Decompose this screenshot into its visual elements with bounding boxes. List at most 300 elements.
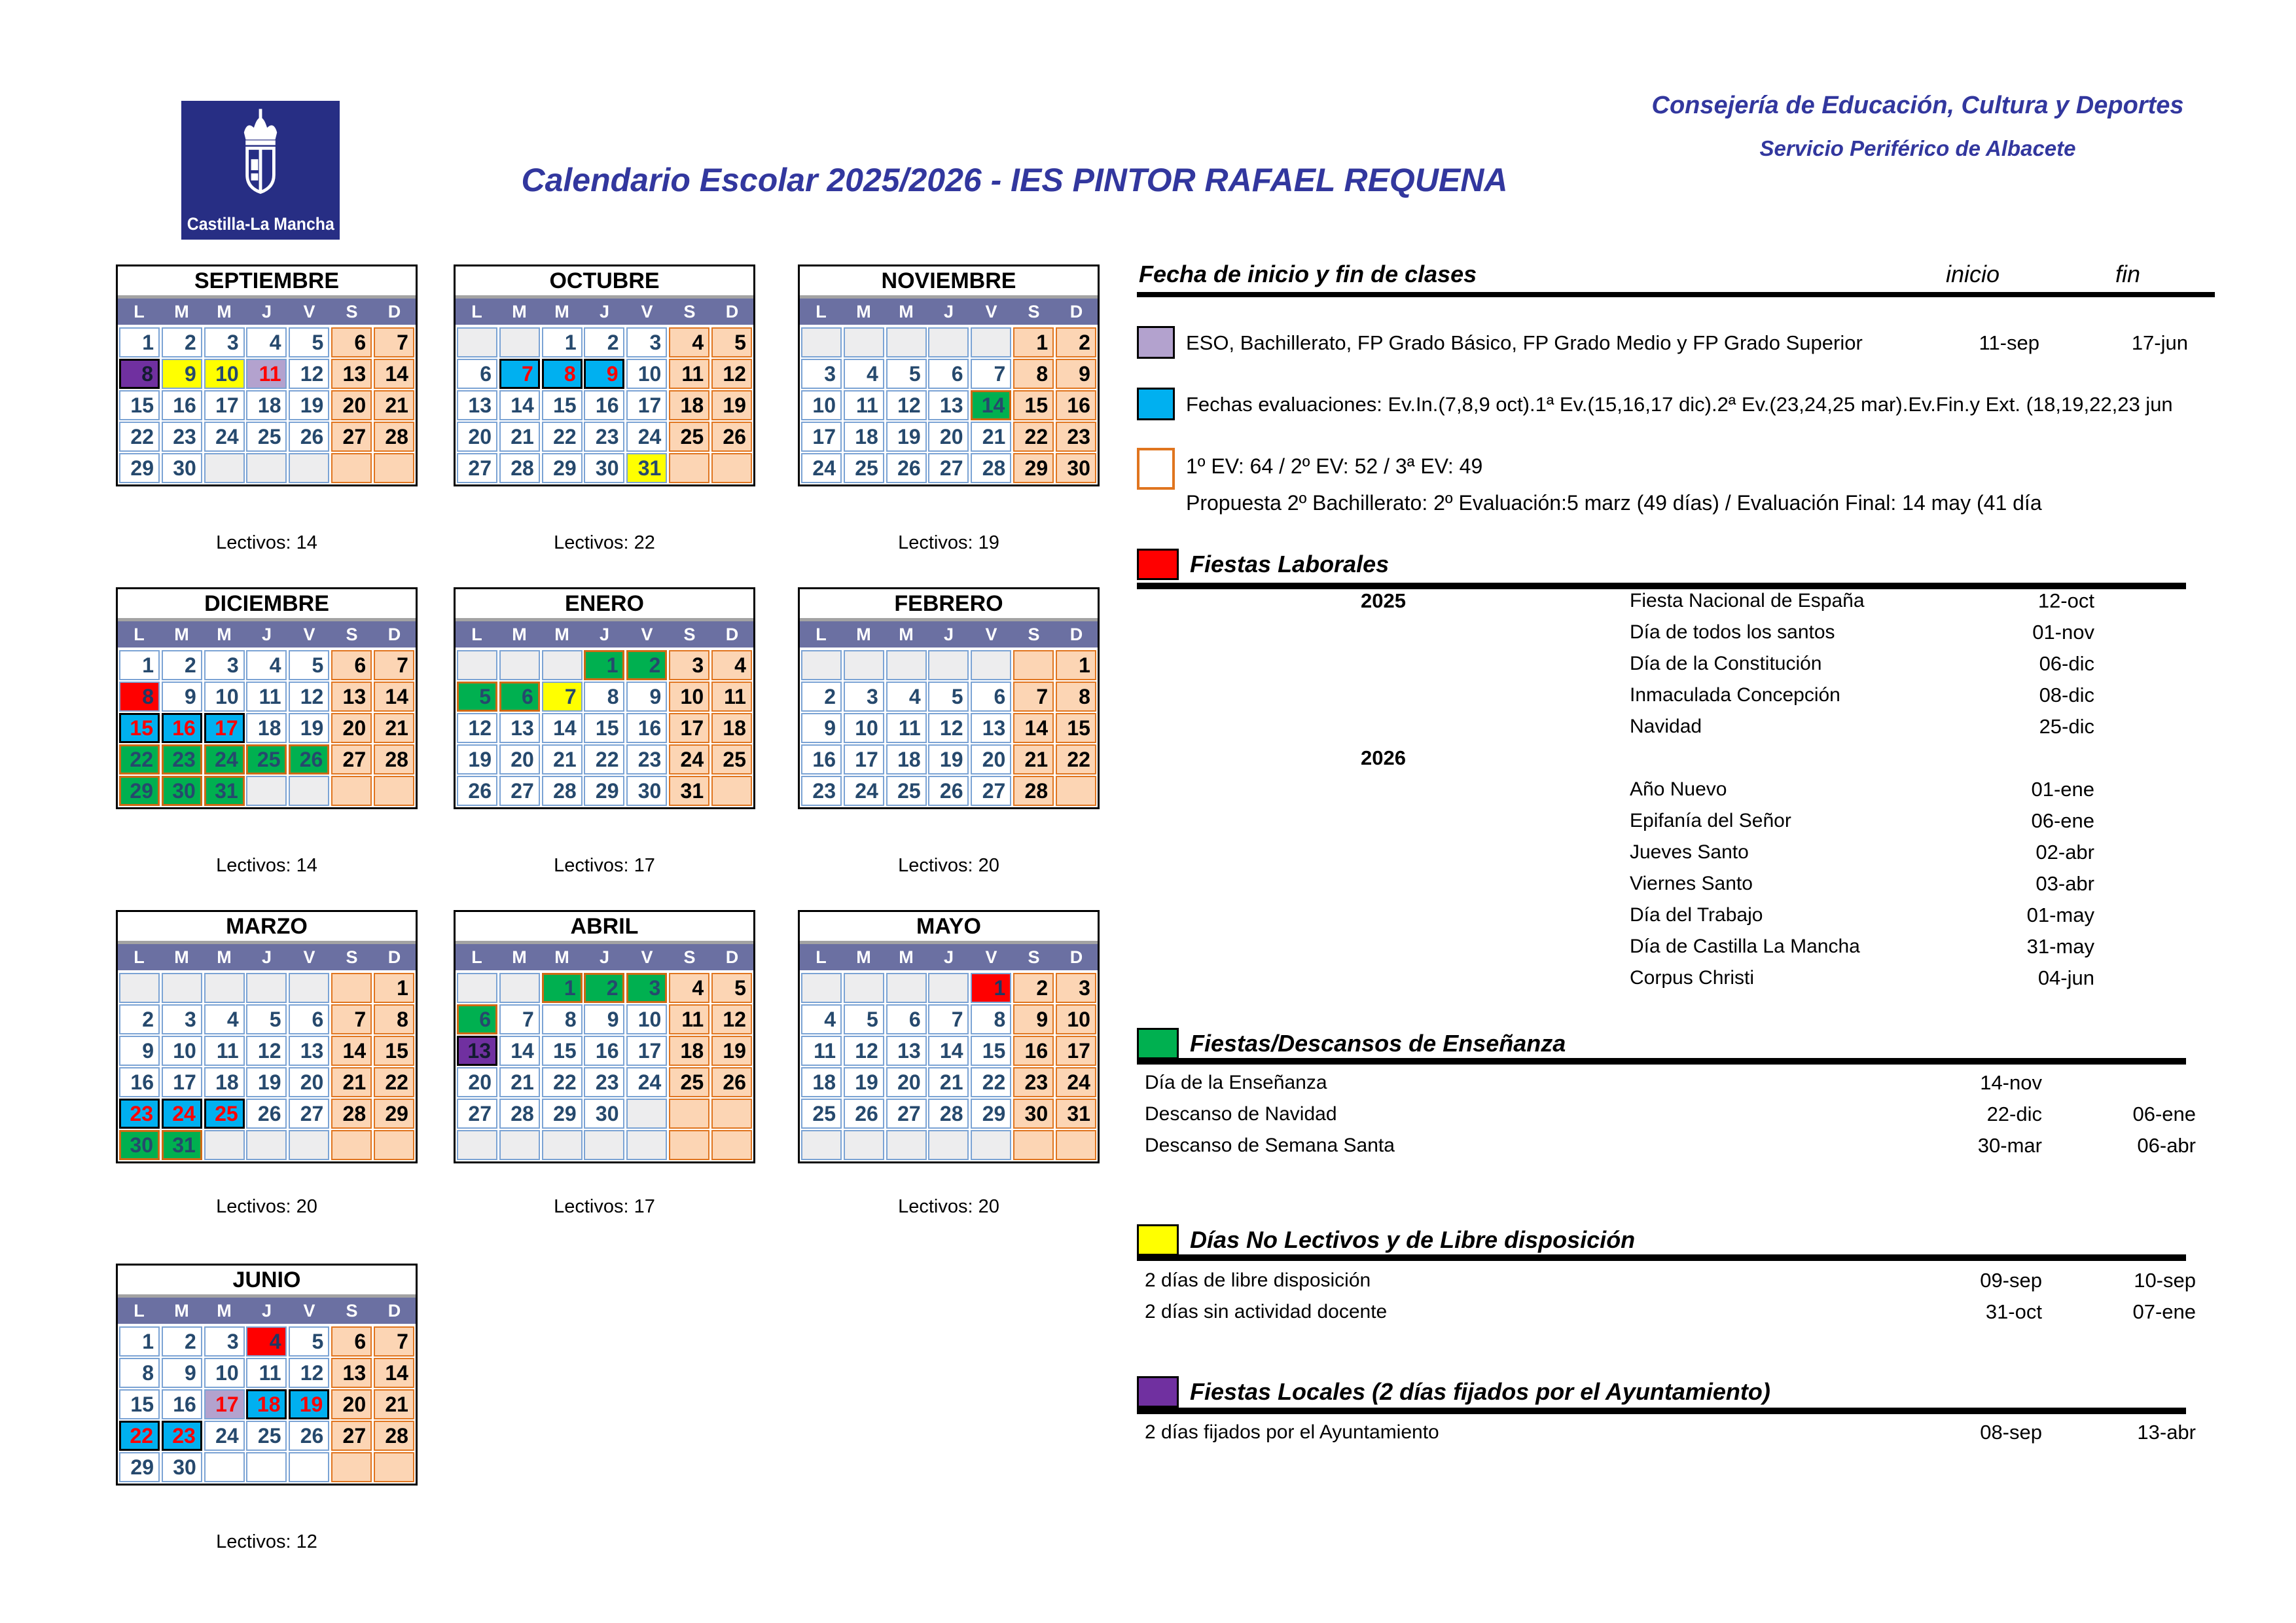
no-lectivos-fin-date: 07-ene — [2132, 1300, 2196, 1323]
day-cell: 18 — [886, 744, 927, 775]
day-cell: 11 — [669, 359, 709, 389]
month-mayo — [798, 910, 1100, 1218]
day-cell: 8 — [374, 1004, 414, 1034]
day-cell: 26 — [711, 422, 752, 452]
fiesta-laboral-row — [1137, 680, 2094, 711]
day-cell: 24 — [801, 453, 842, 483]
day-cell: 16 — [162, 390, 202, 420]
day-cell: 3 — [844, 682, 884, 712]
day-cell: 27 — [331, 744, 372, 775]
empty-cell — [204, 1452, 245, 1482]
day-cell: 27 — [928, 453, 969, 483]
day-cell: 20 — [289, 1067, 329, 1097]
fiesta-name: Día de todos los santos — [1630, 621, 1835, 643]
empty-weekend-cell — [331, 776, 372, 806]
weekday-header-cell: M — [217, 301, 232, 321]
day-cell: 24 — [204, 744, 245, 775]
day-cell: 19 — [289, 713, 329, 743]
empty-cell — [246, 776, 287, 806]
empty-weekend-cell — [1056, 1130, 1096, 1160]
day-cell: 21 — [331, 1067, 372, 1097]
day-cell: 18 — [711, 713, 752, 743]
empty-cell — [499, 973, 540, 1003]
day-cell: 10 — [204, 682, 245, 712]
day-cell: 21 — [374, 390, 414, 420]
day-cell: 10 — [626, 1004, 667, 1034]
day-cell: 10 — [162, 1036, 202, 1066]
day-cell: 30 — [584, 453, 624, 483]
day-cell: 4 — [246, 327, 287, 357]
day-cell: 20 — [499, 744, 540, 775]
empty-cell — [246, 973, 287, 1003]
ensenanza-fin-date: 06-ene — [2132, 1103, 2196, 1125]
day-cell: 8 — [542, 1004, 583, 1034]
month-table — [454, 910, 755, 1163]
day-cell: 16 — [626, 713, 667, 743]
day-cell: 11 — [844, 390, 884, 420]
month-table — [116, 587, 418, 809]
day-cell: 4 — [801, 1004, 842, 1034]
day-cell: 31 — [626, 453, 667, 483]
empty-weekend-cell — [1013, 650, 1054, 680]
fiesta-name: Corpus Christi — [1630, 967, 1755, 989]
day-cell: 30 — [1056, 453, 1096, 483]
weekday-header-cell: M — [217, 624, 232, 644]
day-cell: 1 — [542, 327, 583, 357]
day-cell: 26 — [711, 1067, 752, 1097]
month-title: ABRIL — [456, 912, 753, 944]
lectivos-label: Lectivos: 12 — [216, 1531, 317, 1552]
weekday-header-cell: D — [1069, 301, 1083, 321]
day-cell: 3 — [204, 650, 245, 680]
fiesta-date: 06-ene — [2031, 809, 2094, 832]
weekday-header-cell: S — [346, 947, 358, 967]
day-cell: 30 — [1013, 1099, 1054, 1129]
empty-cell — [844, 1130, 884, 1160]
day-cell: 21 — [499, 1067, 540, 1097]
weekday-header-cell: D — [1069, 947, 1083, 967]
org-line-1: Consejería de Educación, Cultura y Deportes — [1651, 92, 2184, 119]
weekday-header-cell: S — [683, 624, 696, 644]
weekday-header-cell: M — [856, 301, 871, 321]
empty-weekend-cell — [374, 1130, 414, 1160]
month-grid — [456, 972, 753, 1161]
day-cell: 7 — [374, 327, 414, 357]
weekday-header-cell: V — [303, 301, 315, 321]
day-cell: 25 — [844, 453, 884, 483]
day-cell: 7 — [499, 1004, 540, 1034]
weekday-header-cell: D — [387, 301, 401, 321]
empty-cell — [584, 1130, 624, 1160]
day-cell: 5 — [711, 327, 752, 357]
weekday-header-cell: V — [641, 624, 653, 644]
day-cell: 22 — [542, 422, 583, 452]
weekday-header-cell: D — [725, 947, 739, 967]
day-cell: 20 — [457, 422, 497, 452]
eso-inicio-date: 11-sep — [1979, 331, 2039, 354]
fiesta-name: Día del Trabajo — [1630, 904, 1763, 926]
fiesta-laboral-row — [1137, 805, 2094, 837]
day-cell: 18 — [246, 1389, 287, 1419]
day-cell: 13 — [457, 390, 497, 420]
empty-weekend-cell — [1056, 776, 1096, 806]
day-cell: 25 — [801, 1099, 842, 1129]
weekday-header-cell: D — [387, 1300, 401, 1321]
day-cell: 16 — [1013, 1036, 1054, 1066]
day-cell: 23 — [626, 744, 667, 775]
day-cell: 15 — [119, 390, 160, 420]
fiestas-locales-list — [1137, 1417, 2196, 1448]
day-cell: 1 — [119, 650, 160, 680]
day-cell: 30 — [162, 776, 202, 806]
day-cell: 12 — [289, 682, 329, 712]
weekday-header-cell: J — [261, 947, 272, 967]
empty-cell — [204, 453, 245, 483]
weekday-header-cell: V — [641, 301, 653, 321]
day-cell: 29 — [119, 776, 160, 806]
weekday-header-cell: V — [985, 301, 997, 321]
day-cell: 22 — [971, 1067, 1011, 1097]
empty-weekend-cell — [374, 776, 414, 806]
empty-cell — [928, 973, 969, 1003]
day-cell: 18 — [246, 713, 287, 743]
day-cell: 12 — [928, 713, 969, 743]
fiesta-name: Inmaculada Concepción — [1630, 684, 1840, 706]
fiesta-name: Jueves Santo — [1630, 841, 1749, 863]
day-cell: 19 — [928, 744, 969, 775]
day-cell: 25 — [669, 422, 709, 452]
day-cell: 29 — [542, 453, 583, 483]
month-noviembre — [798, 264, 1100, 554]
lectivos-label: Lectivos: 22 — [554, 532, 655, 553]
day-cell: 22 — [119, 1421, 160, 1451]
day-cell: 6 — [289, 1004, 329, 1034]
day-cell: 1 — [971, 973, 1011, 1003]
empty-cell — [289, 1130, 329, 1160]
no-lectivos-title: Días No Lectivos y de Libre disposición — [1190, 1226, 1636, 1253]
day-cell: 26 — [289, 744, 329, 775]
day-cell: 28 — [499, 1099, 540, 1129]
weekday-header-cell: V — [641, 947, 653, 967]
day-cell: 14 — [331, 1036, 372, 1066]
day-cell: 3 — [204, 1326, 245, 1357]
empty-cell — [289, 973, 329, 1003]
day-cell: 6 — [499, 682, 540, 712]
day-cell: 4 — [844, 359, 884, 389]
empty-cell — [457, 327, 497, 357]
day-cell: 22 — [374, 1067, 414, 1097]
day-cell: 5 — [246, 1004, 287, 1034]
weekday-header-cell: J — [261, 301, 272, 321]
day-cell: 31 — [204, 776, 245, 806]
empty-cell — [801, 327, 842, 357]
ensenanza-label: Descanso de Navidad — [1145, 1103, 1337, 1125]
day-cell: 1 — [119, 1326, 160, 1357]
day-cell: 11 — [246, 1358, 287, 1388]
fiesta-date: 02-abr — [2036, 841, 2094, 864]
day-cell: 9 — [626, 682, 667, 712]
day-cell: 20 — [971, 744, 1011, 775]
day-cell: 21 — [374, 1389, 414, 1419]
inicio-column-header: inicio — [1945, 261, 2000, 287]
empty-weekend-cell — [711, 1130, 752, 1160]
day-cell: 10 — [1056, 1004, 1096, 1034]
ensenanza-inicio-date: 30-mar — [1977, 1134, 2042, 1157]
fiesta-date: 01-nov — [2032, 621, 2094, 644]
weekday-header-cell: L — [471, 947, 482, 967]
day-cell: 6 — [331, 1326, 372, 1357]
day-cell: 12 — [711, 1004, 752, 1034]
day-cell: 20 — [928, 422, 969, 452]
month-title: DICIEMBRE — [118, 589, 416, 621]
day-cell: 13 — [928, 390, 969, 420]
day-cell: 22 — [1056, 744, 1096, 775]
weekday-header-cell: J — [261, 1300, 272, 1321]
day-cell: 30 — [162, 1452, 202, 1482]
day-cell: 15 — [542, 390, 583, 420]
day-cell: 25 — [246, 422, 287, 452]
fiesta-laboral-row — [1137, 648, 2094, 680]
day-cell: 29 — [1013, 453, 1054, 483]
day-cell: 2 — [1013, 973, 1054, 1003]
ensenanza-inicio-date: 22-dic — [1986, 1103, 2042, 1125]
weekday-header-cell: S — [346, 1300, 358, 1321]
fiesta-laboral-row — [1137, 742, 2094, 774]
fiesta-name: Fiesta Nacional de España — [1630, 590, 1865, 611]
fiesta-laboral-row — [1137, 868, 2094, 900]
day-cell: 26 — [289, 422, 329, 452]
day-cell: 5 — [886, 359, 927, 389]
day-cell: 13 — [331, 359, 372, 389]
month-junio — [116, 1264, 418, 1553]
page-title: Calendario Escolar 2025/2026 - IES PINTOR RAFAEL REQUENA — [521, 162, 1508, 198]
day-cell: 14 — [374, 1358, 414, 1388]
day-cell: 27 — [971, 776, 1011, 806]
weekday-header-cell: M — [174, 1300, 189, 1321]
day-cell: 29 — [119, 1452, 160, 1482]
day-cell: 28 — [542, 776, 583, 806]
fiesta-date: 06-dic — [2039, 652, 2094, 675]
day-cell: 19 — [711, 390, 752, 420]
empty-cell — [886, 1130, 927, 1160]
day-cell: 2 — [119, 1004, 160, 1034]
weekday-header-cell: D — [387, 947, 401, 967]
fin-column-header: fin — [2115, 261, 2140, 287]
day-cell: 5 — [289, 327, 329, 357]
day-cell: 16 — [801, 744, 842, 775]
day-cell: 23 — [162, 744, 202, 775]
day-cell: 15 — [971, 1036, 1011, 1066]
day-cell: 2 — [162, 650, 202, 680]
day-cell: 12 — [711, 359, 752, 389]
empty-weekend-cell — [711, 453, 752, 483]
fiesta-name: Día de Castilla La Mancha — [1630, 936, 1860, 957]
month-octubre — [454, 264, 755, 554]
day-cell: 9 — [162, 359, 202, 389]
fiesta-laboral-row — [1137, 774, 2094, 805]
day-cell: 3 — [1056, 973, 1096, 1003]
month-table — [116, 1264, 418, 1486]
month-title: MARZO — [118, 912, 416, 944]
castilla-emblem-icon — [221, 107, 300, 206]
weekday-header-cell: L — [816, 624, 827, 644]
empty-cell — [626, 1130, 667, 1160]
weekday-header-cell: J — [599, 624, 610, 644]
day-cell: 18 — [844, 422, 884, 452]
day-cell: 11 — [669, 1004, 709, 1034]
fiesta-name: Viernes Santo — [1630, 873, 1753, 894]
weekday-header-cell: M — [217, 1300, 232, 1321]
day-cell: 6 — [457, 1004, 497, 1034]
day-cell: 2 — [801, 682, 842, 712]
no-lectivos-label: 2 días de libre disposición — [1145, 1269, 1371, 1291]
day-cell: 4 — [204, 1004, 245, 1034]
day-cell: 10 — [204, 1358, 245, 1388]
day-cell: 26 — [246, 1099, 287, 1129]
start-end-title: Fecha de inicio y fin de clases — [1139, 261, 1477, 287]
weekday-header-row — [456, 944, 753, 970]
day-cell: 14 — [1013, 713, 1054, 743]
month-title: MAYO — [800, 912, 1098, 944]
day-cell: 14 — [971, 390, 1011, 420]
day-cell: 5 — [928, 682, 969, 712]
day-cell: 10 — [844, 713, 884, 743]
day-cell: 28 — [374, 422, 414, 452]
day-cell: 15 — [119, 1389, 160, 1419]
day-cell: 7 — [928, 1004, 969, 1034]
empty-weekend-cell — [331, 1130, 372, 1160]
day-cell: 15 — [584, 713, 624, 743]
weekday-header-cell: M — [174, 624, 189, 644]
lectivos-label: Lectivos: 19 — [898, 532, 999, 553]
day-cell: 6 — [331, 327, 372, 357]
weekday-header-cell: L — [134, 624, 145, 644]
weekday-header-row — [800, 621, 1098, 647]
empty-weekend-cell — [331, 973, 372, 1003]
weekday-header-cell: S — [1028, 624, 1040, 644]
day-cell: 8 — [119, 682, 160, 712]
weekday-header-cell: S — [683, 301, 696, 321]
fiesta-name: Epifanía del Señor — [1630, 810, 1791, 831]
month-grid — [118, 972, 416, 1161]
day-cell: 2 — [162, 327, 202, 357]
month-abril — [454, 910, 755, 1218]
day-cell: 21 — [971, 422, 1011, 452]
day-cell: 22 — [119, 744, 160, 775]
day-cell: 17 — [204, 713, 245, 743]
weekday-header-cell: V — [303, 624, 315, 644]
day-cell: 8 — [542, 359, 583, 389]
day-cell: 10 — [204, 359, 245, 389]
month-grid — [800, 326, 1098, 484]
eso-color-swatch — [1137, 326, 1175, 359]
day-cell: 17 — [626, 1036, 667, 1066]
lectivos-label: Lectivos: 14 — [216, 855, 317, 876]
day-cell: 24 — [162, 1099, 202, 1129]
fiesta-laboral-row — [1137, 711, 2094, 742]
weekday-header-row — [800, 299, 1098, 325]
weekday-header-cell: D — [725, 624, 739, 644]
ensenanza-row — [1137, 1067, 2196, 1099]
no-lectivos-inicio-date: 31-oct — [1985, 1300, 2042, 1323]
day-cell: 14 — [542, 713, 583, 743]
day-cell: 14 — [374, 682, 414, 712]
day-cell: 28 — [928, 1099, 969, 1129]
weekday-header-cell: J — [943, 947, 954, 967]
month-title: FEBRERO — [800, 589, 1098, 621]
day-cell: 11 — [246, 359, 287, 389]
month-enero — [454, 587, 755, 877]
ev-counts-swatch — [1137, 448, 1175, 490]
month-title: SEPTIEMBRE — [118, 266, 416, 299]
eso-label: ESO, Bachillerato, FP Grado Básico, FP Grado Medio y FP Grado Superior — [1186, 331, 1863, 354]
weekday-header-cell: M — [554, 947, 569, 967]
day-cell: 2 — [626, 650, 667, 680]
day-cell: 8 — [1056, 682, 1096, 712]
weekday-header-cell: M — [174, 301, 189, 321]
lectivos-label: Lectivos: 17 — [554, 855, 655, 876]
empty-cell — [626, 1099, 667, 1129]
day-cell: 29 — [542, 1099, 583, 1129]
day-cell: 19 — [289, 1389, 329, 1419]
fiesta-date: 08-dic — [2039, 684, 2094, 706]
weekday-header-cell: V — [303, 1300, 315, 1321]
ensenanza-label: Día de la Enseñanza — [1145, 1072, 1327, 1093]
day-cell: 9 — [1056, 359, 1096, 389]
weekday-header-cell: J — [599, 947, 610, 967]
day-cell: 20 — [457, 1067, 497, 1097]
divider — [1137, 1058, 2186, 1065]
day-cell: 25 — [246, 744, 287, 775]
empty-cell — [801, 650, 842, 680]
day-cell: 13 — [331, 1358, 372, 1388]
empty-weekend-cell — [711, 776, 752, 806]
day-cell: 23 — [1013, 1067, 1054, 1097]
weekday-header-row — [118, 944, 416, 970]
day-cell: 16 — [162, 1389, 202, 1419]
fiestas-locales-fin-date: 13-abr — [2137, 1421, 2196, 1444]
weekday-header-cell: M — [899, 624, 914, 644]
day-cell: 5 — [289, 1326, 329, 1357]
ensenanza-swatch — [1137, 1028, 1179, 1059]
empty-cell — [204, 1130, 245, 1160]
weekday-header-cell: L — [134, 947, 145, 967]
day-cell: 28 — [1013, 776, 1054, 806]
empty-cell — [289, 1452, 329, 1482]
day-cell: 19 — [844, 1067, 884, 1097]
empty-cell — [971, 327, 1011, 357]
weekday-header-cell: S — [683, 947, 696, 967]
empty-cell — [457, 650, 497, 680]
day-cell: 12 — [457, 713, 497, 743]
fiesta-year: 2026 — [1361, 746, 1406, 769]
day-cell: 6 — [971, 682, 1011, 712]
fiestas-locales-title: Fiestas Locales (2 días fijados por el Ayuntamiento) — [1190, 1378, 1770, 1405]
day-cell: 25 — [711, 744, 752, 775]
day-cell: 14 — [499, 1036, 540, 1066]
day-cell: 27 — [331, 422, 372, 452]
empty-cell — [289, 453, 329, 483]
day-cell: 9 — [1013, 1004, 1054, 1034]
fiesta-date: 12-oct — [2037, 589, 2094, 612]
day-cell: 29 — [374, 1099, 414, 1129]
day-cell: 5 — [711, 973, 752, 1003]
month-grid — [800, 972, 1098, 1161]
fiesta-name: Navidad — [1630, 716, 1702, 737]
month-grid — [456, 326, 753, 484]
month-grid — [456, 649, 753, 807]
day-cell: 25 — [204, 1099, 245, 1129]
